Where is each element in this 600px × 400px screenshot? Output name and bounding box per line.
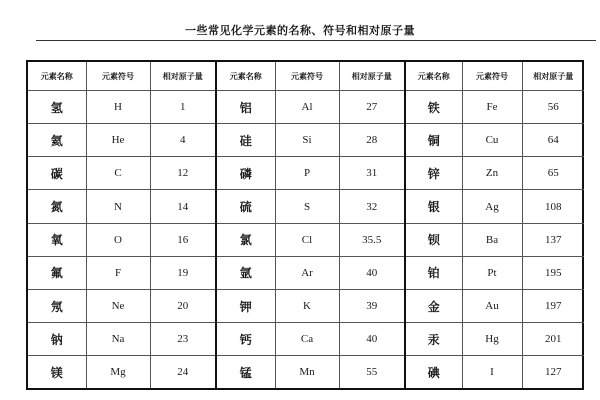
element-name: 氩 bbox=[217, 256, 275, 289]
header-element-name: 元素名称 bbox=[406, 62, 462, 91]
element-symbol: He bbox=[86, 124, 150, 157]
atomic-mass: 127 bbox=[522, 356, 584, 388]
element-name: 钾 bbox=[217, 289, 275, 322]
element-symbol: Ca bbox=[275, 323, 339, 356]
element-name: 锰 bbox=[217, 356, 275, 388]
element-name: 金 bbox=[406, 289, 462, 322]
table-row bbox=[217, 91, 405, 124]
element-symbol: H bbox=[86, 91, 150, 124]
atomic-mass: 40 bbox=[339, 323, 405, 356]
header-element-symbol: 元素符号 bbox=[275, 62, 339, 91]
element-symbol: S bbox=[275, 190, 339, 223]
atomic-mass: 32 bbox=[339, 190, 405, 223]
element-name: 碘 bbox=[406, 356, 462, 388]
element-panel-2 bbox=[217, 62, 406, 388]
atomic-mass: 23 bbox=[150, 323, 216, 356]
title-divider bbox=[36, 40, 596, 41]
element-name: 氮 bbox=[28, 190, 86, 223]
table-row bbox=[28, 256, 216, 289]
atomic-mass: 27 bbox=[339, 91, 405, 124]
element-name: 硅 bbox=[217, 124, 275, 157]
element-name: 氦 bbox=[28, 124, 86, 157]
element-symbol: Ar bbox=[275, 256, 339, 289]
element-name: 氯 bbox=[217, 223, 275, 256]
element-name: 汞 bbox=[406, 323, 462, 356]
atomic-mass: 28 bbox=[339, 124, 405, 157]
atomic-mass: 56 bbox=[522, 91, 584, 124]
element-symbol: Mg bbox=[86, 356, 150, 388]
element-symbol: O bbox=[86, 223, 150, 256]
element-name: 铝 bbox=[217, 91, 275, 124]
atomic-mass: 14 bbox=[150, 190, 216, 223]
header-element-symbol: 元素符号 bbox=[462, 62, 522, 91]
table-row bbox=[217, 157, 405, 190]
atomic-mass: 35.5 bbox=[339, 223, 405, 256]
elements-table bbox=[26, 60, 584, 390]
atomic-mass: 65 bbox=[522, 157, 584, 190]
element-symbol: Ag bbox=[462, 190, 522, 223]
page-title: 一些常见化学元素的名称、符号和相对原子量 bbox=[185, 24, 415, 37]
atomic-mass: 195 bbox=[522, 256, 584, 289]
table-row bbox=[28, 356, 216, 388]
element-symbol: Au bbox=[462, 289, 522, 322]
table-row bbox=[28, 289, 216, 322]
element-panel-1 bbox=[28, 62, 217, 388]
table-row bbox=[28, 190, 216, 223]
element-name: 硫 bbox=[217, 190, 275, 223]
element-symbol: N bbox=[86, 190, 150, 223]
element-symbol: Al bbox=[275, 91, 339, 124]
element-symbol: Fe bbox=[462, 91, 522, 124]
table-row bbox=[217, 190, 405, 223]
table-row bbox=[406, 223, 584, 256]
element-name: 钠 bbox=[28, 323, 86, 356]
element-name: 磷 bbox=[217, 157, 275, 190]
table-row bbox=[406, 323, 584, 356]
element-name: 钡 bbox=[406, 223, 462, 256]
element-symbol: I bbox=[462, 356, 522, 388]
atomic-mass: 201 bbox=[522, 323, 584, 356]
header-element-name: 元素名称 bbox=[217, 62, 275, 91]
element-symbol: K bbox=[275, 289, 339, 322]
header-row bbox=[217, 62, 405, 91]
element-symbol: Ba bbox=[462, 223, 522, 256]
header-atomic-mass: 相对原子量 bbox=[522, 62, 584, 91]
element-name: 氖 bbox=[28, 289, 86, 322]
table-row bbox=[406, 91, 584, 124]
element-panel-3 bbox=[406, 62, 584, 388]
element-name: 氢 bbox=[28, 91, 86, 124]
atomic-mass: 55 bbox=[339, 356, 405, 388]
element-symbol: F bbox=[86, 256, 150, 289]
atomic-mass: 64 bbox=[522, 124, 584, 157]
table-row bbox=[28, 124, 216, 157]
element-symbol: P bbox=[275, 157, 339, 190]
header-element-name: 元素名称 bbox=[28, 62, 86, 91]
table-row bbox=[406, 157, 584, 190]
atomic-mass: 4 bbox=[150, 124, 216, 157]
table-row bbox=[217, 323, 405, 356]
table-row bbox=[406, 289, 584, 322]
header-atomic-mass: 相对原子量 bbox=[150, 62, 216, 91]
atomic-mass: 16 bbox=[150, 223, 216, 256]
atomic-mass: 19 bbox=[150, 256, 216, 289]
element-symbol: Na bbox=[86, 323, 150, 356]
element-name: 铁 bbox=[406, 91, 462, 124]
atomic-mass: 20 bbox=[150, 289, 216, 322]
table-row bbox=[217, 124, 405, 157]
table-row bbox=[406, 256, 584, 289]
table-row bbox=[28, 157, 216, 190]
element-symbol: Cu bbox=[462, 124, 522, 157]
element-name: 铂 bbox=[406, 256, 462, 289]
atomic-mass: 31 bbox=[339, 157, 405, 190]
table-row bbox=[406, 124, 584, 157]
atomic-mass: 1 bbox=[150, 91, 216, 124]
table-row bbox=[28, 323, 216, 356]
atomic-mass: 40 bbox=[339, 256, 405, 289]
element-symbol: Zn bbox=[462, 157, 522, 190]
element-name: 锌 bbox=[406, 157, 462, 190]
header-row bbox=[406, 62, 584, 91]
element-name: 铜 bbox=[406, 124, 462, 157]
atomic-mass: 39 bbox=[339, 289, 405, 322]
table-row bbox=[217, 256, 405, 289]
element-symbol: Hg bbox=[462, 323, 522, 356]
table-row bbox=[217, 356, 405, 388]
table-row bbox=[217, 223, 405, 256]
atomic-mass: 137 bbox=[522, 223, 584, 256]
element-symbol: Pt bbox=[462, 256, 522, 289]
element-name: 氧 bbox=[28, 223, 86, 256]
element-name: 镁 bbox=[28, 356, 86, 388]
atomic-mass: 12 bbox=[150, 157, 216, 190]
header-row bbox=[28, 62, 216, 91]
header-atomic-mass: 相对原子量 bbox=[339, 62, 405, 91]
table-row bbox=[406, 356, 584, 388]
header-element-symbol: 元素符号 bbox=[86, 62, 150, 91]
element-symbol: Cl bbox=[275, 223, 339, 256]
element-name: 碳 bbox=[28, 157, 86, 190]
table-row bbox=[217, 289, 405, 322]
element-symbol: C bbox=[86, 157, 150, 190]
table-row bbox=[28, 223, 216, 256]
table-row bbox=[28, 91, 216, 124]
atomic-mass: 24 bbox=[150, 356, 216, 388]
atomic-mass: 197 bbox=[522, 289, 584, 322]
element-name: 氟 bbox=[28, 256, 86, 289]
element-name: 银 bbox=[406, 190, 462, 223]
element-symbol: Si bbox=[275, 124, 339, 157]
element-symbol: Ne bbox=[86, 289, 150, 322]
element-name: 钙 bbox=[217, 323, 275, 356]
atomic-mass: 108 bbox=[522, 190, 584, 223]
table-row bbox=[406, 190, 584, 223]
element-symbol: Mn bbox=[275, 356, 339, 388]
